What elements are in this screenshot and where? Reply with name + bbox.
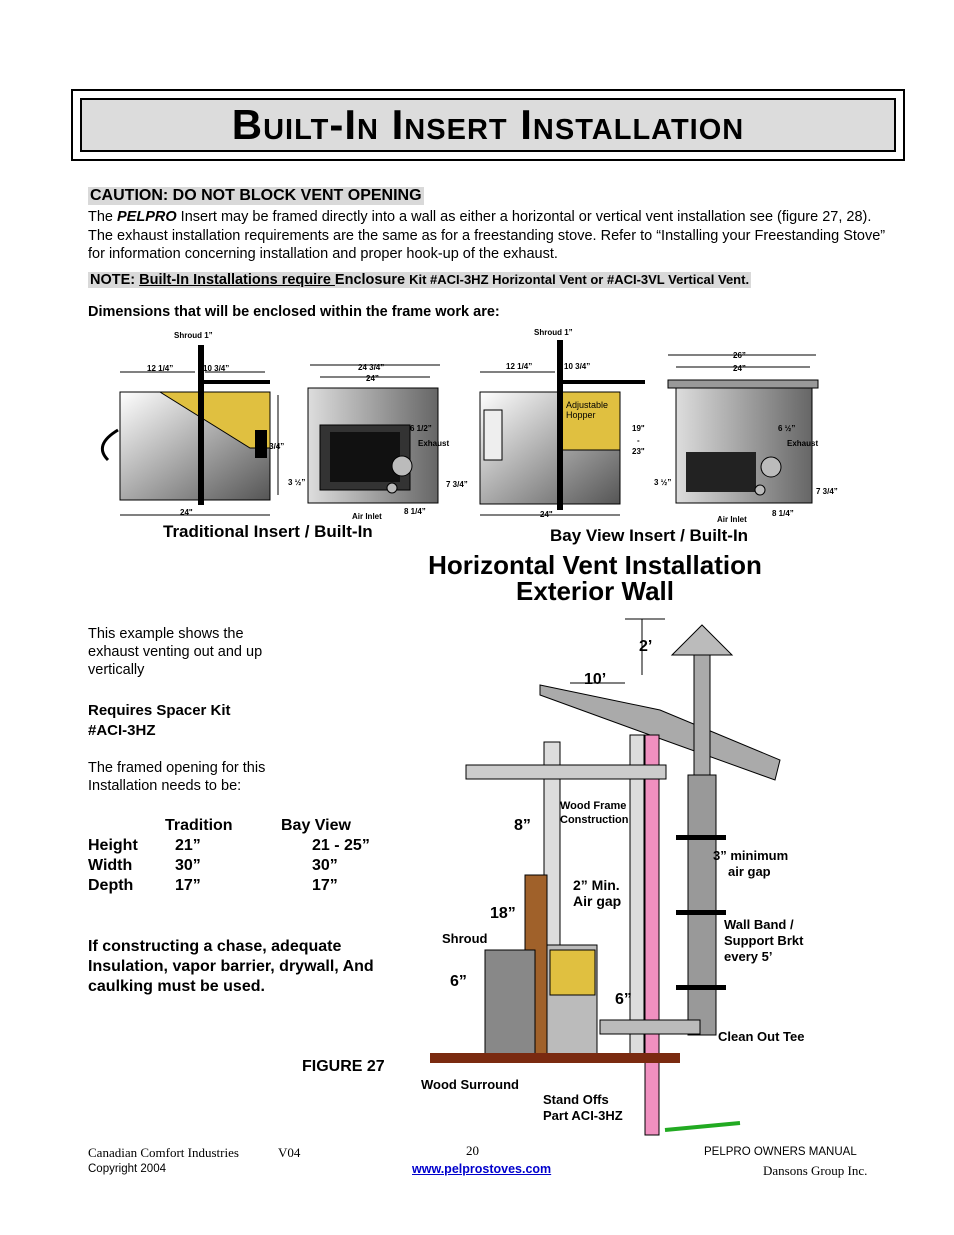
intro-rest: Insert may be framed directly into a wall as either a horizontal or vertical vent installation see (figure 27, 28). The exhaust installation requirements are the same as for a freestanding stove. Refer to “Installing your Freestanding Stove” for information concerning installation and proper hook-up of the exhaust. xyxy=(88,209,886,262)
traditional-caption: Traditional Insert / Built-In xyxy=(163,522,373,541)
row-height-trad: 21” xyxy=(175,837,201,854)
spacer-kit xyxy=(88,701,231,741)
shroud-label: Shroud xyxy=(442,931,488,946)
trad-depth: 24" xyxy=(180,508,193,517)
row-height-label: Height xyxy=(88,837,138,854)
trad-exhaust: Exhaust xyxy=(418,439,450,448)
vent-pipe-lower xyxy=(688,775,716,1035)
wall-band-line2: Support Brkt xyxy=(724,933,804,948)
title-frame xyxy=(71,89,905,161)
standoffs-label xyxy=(543,1092,623,1124)
footer-page-number: 20 xyxy=(466,1143,479,1158)
chase-note: If constructing a chase, adequate Insulation, vapor barrier, drywall, And caulking must be used. xyxy=(88,938,374,995)
brand-name: PELPRO xyxy=(117,209,177,225)
row-depth-label: Depth xyxy=(88,877,134,894)
bay-hopper2: Hopper xyxy=(566,410,596,420)
wall-band-label xyxy=(724,917,803,965)
trad-air-inlet: Air Inlet xyxy=(352,512,382,521)
title-banner xyxy=(80,98,896,152)
note-line xyxy=(88,272,751,288)
trad-d6: 6 1/2” xyxy=(410,424,432,433)
wall-band-1 xyxy=(676,835,726,840)
footer-group: Dansons Group Inc. xyxy=(763,1163,868,1178)
dim-2ft: 2’ xyxy=(639,638,653,655)
wood-frame-line1: Wood Frame xyxy=(560,800,627,812)
row-width-trad: 30” xyxy=(175,857,201,874)
traditional-front-view xyxy=(308,365,440,503)
trad-shroud-label: Shroud 1” xyxy=(174,331,213,340)
row-height-bay: 21 - 25” xyxy=(312,837,370,854)
dim-6in-a: 6” xyxy=(450,973,467,990)
insert-hopper xyxy=(550,950,595,995)
bayview-caption: Bay View Insert / Built-In xyxy=(550,526,749,545)
trad-d81: 8 1/4” xyxy=(404,507,426,516)
wood-surround-label: Wood Surround xyxy=(421,1077,519,1092)
wall-band-line1: Wall Band / xyxy=(724,917,794,932)
bay-exhaust: Exhaust xyxy=(787,439,819,448)
wall-band-2 xyxy=(676,910,726,915)
insert-dimension-diagrams xyxy=(0,320,954,550)
wall-band-3 xyxy=(676,985,726,990)
trad-dim-12: 12 1/4” xyxy=(147,364,174,373)
trad-d73: 7 3/4” xyxy=(446,480,468,489)
wood-frame-line2: Construction xyxy=(560,814,629,826)
caution-heading: CAUTION: DO NOT BLOCK VENT OPENING xyxy=(90,187,422,204)
note-lead: NOTE: xyxy=(90,272,140,288)
wall-band-line3: every 5’ xyxy=(724,949,773,964)
bay-d73: 7 3/4” xyxy=(816,487,838,496)
dim-18in: 18” xyxy=(490,905,516,922)
grass xyxy=(665,1123,740,1130)
bay-d35: 3 ½” xyxy=(654,478,672,487)
page-title: Built-In Insert Installation xyxy=(231,101,745,148)
row-depth-bay: 17” xyxy=(312,877,338,894)
row-depth-trad: 17” xyxy=(175,877,201,894)
insert-body xyxy=(485,950,535,1055)
row-width-label: Width xyxy=(88,857,133,874)
bay-dim-12: 12 1/4” xyxy=(506,362,533,371)
air-gap-line2: air gap xyxy=(728,864,771,879)
min-gap-line2: Air gap xyxy=(573,893,622,909)
footer-manual: PELPRO OWNERS MANUAL xyxy=(704,1146,857,1158)
air-gap-line1: 3” minimum xyxy=(713,848,789,863)
bay-air-inlet: Air Inlet xyxy=(717,515,747,524)
bay-hopper1: Adjustable xyxy=(566,400,609,410)
exterior-wall-insulation xyxy=(645,735,659,1135)
horizontal-exhaust-pipe xyxy=(600,1020,700,1034)
bay-d81: 8 1/4” xyxy=(772,509,794,518)
bay-h2: - xyxy=(637,436,640,445)
bayview-side-view xyxy=(480,340,645,515)
bay-width-top1: 26” xyxy=(733,351,746,360)
clean-out-label: Clean Out Tee xyxy=(718,1029,805,1044)
trad-height: 18 3/4” xyxy=(258,442,285,451)
standoffs-line2: Part ACI-3HZ xyxy=(543,1108,623,1123)
note-kits: Kit #ACI-3HZ Horizontal Vent or #ACI-3VL Vertical Vent. xyxy=(409,272,750,287)
wood-frame-right xyxy=(630,735,644,1055)
note-underlined: Built-In Installations require xyxy=(139,272,335,288)
table-header-tradition: Tradition xyxy=(165,817,233,834)
trad-width-top1: 24 3/4” xyxy=(358,363,385,372)
air-gap-label xyxy=(713,848,788,880)
trad-d35: 3 ½” xyxy=(288,478,306,487)
horizontal-heading-line2: Exterior Wall xyxy=(516,576,674,606)
bay-shroud-label: Shroud 1” xyxy=(534,328,573,337)
bayview-front-view xyxy=(668,355,818,503)
table-header-bayview: Bay View xyxy=(281,817,351,834)
row-width-bay: 30” xyxy=(312,857,338,874)
dimensions-heading: Dimensions that will be enclosed within the frame work are: xyxy=(88,304,500,320)
vent-cap xyxy=(672,625,732,655)
example-text: This example shows the exhaust venting out and up vertically xyxy=(88,626,263,678)
standoffs-line1: Stand Offs xyxy=(543,1092,609,1107)
intro-paragraph xyxy=(88,208,888,264)
traditional-side-view xyxy=(102,345,278,515)
figure-label: FIGURE 27 xyxy=(302,1058,385,1075)
spacer-line2: #ACI-3HZ xyxy=(88,722,156,739)
bay-dim-10: 10 3/4” xyxy=(564,362,591,371)
horizontal-vent-heading xyxy=(380,552,810,604)
intro-the: The xyxy=(88,209,118,225)
spacer-line1: Requires Spacer Kit xyxy=(88,702,231,719)
framed-opening-text: The framed opening for this Installation needs to be: xyxy=(88,760,266,794)
bay-width-top2: 24” xyxy=(733,364,746,373)
eave xyxy=(466,765,666,779)
min-gap-label xyxy=(573,877,621,909)
horizontal-heading-line1: Horizontal Vent Installation xyxy=(428,550,762,580)
dim-10ft: 10’ xyxy=(584,671,607,688)
trad-dim-10: 10 3/4” xyxy=(203,364,230,373)
dim-8in: 8” xyxy=(514,817,531,834)
wood-frame-label xyxy=(560,799,628,827)
vent-pipe-upper xyxy=(694,655,710,775)
dim-6in-b: 6” xyxy=(615,991,632,1008)
bay-h1: 19" xyxy=(632,424,645,433)
footer-company: Canadian Comfort Industries xyxy=(88,1145,239,1160)
bay-h3: 23" xyxy=(632,447,645,456)
footer-version: V04 xyxy=(278,1145,301,1160)
bay-d6: 6 ½” xyxy=(778,424,796,433)
bay-depth: 24" xyxy=(540,510,553,519)
min-gap-line1: 2” Min. xyxy=(573,877,620,893)
footer-copyright: Copyright 2004 xyxy=(88,1163,166,1175)
trad-width-top2: 24” xyxy=(366,374,379,383)
note-enclosure: Enclosure xyxy=(334,272,410,288)
footer-website-link[interactable]: www.pelprostoves.com xyxy=(412,1162,552,1176)
floor xyxy=(430,1053,680,1063)
